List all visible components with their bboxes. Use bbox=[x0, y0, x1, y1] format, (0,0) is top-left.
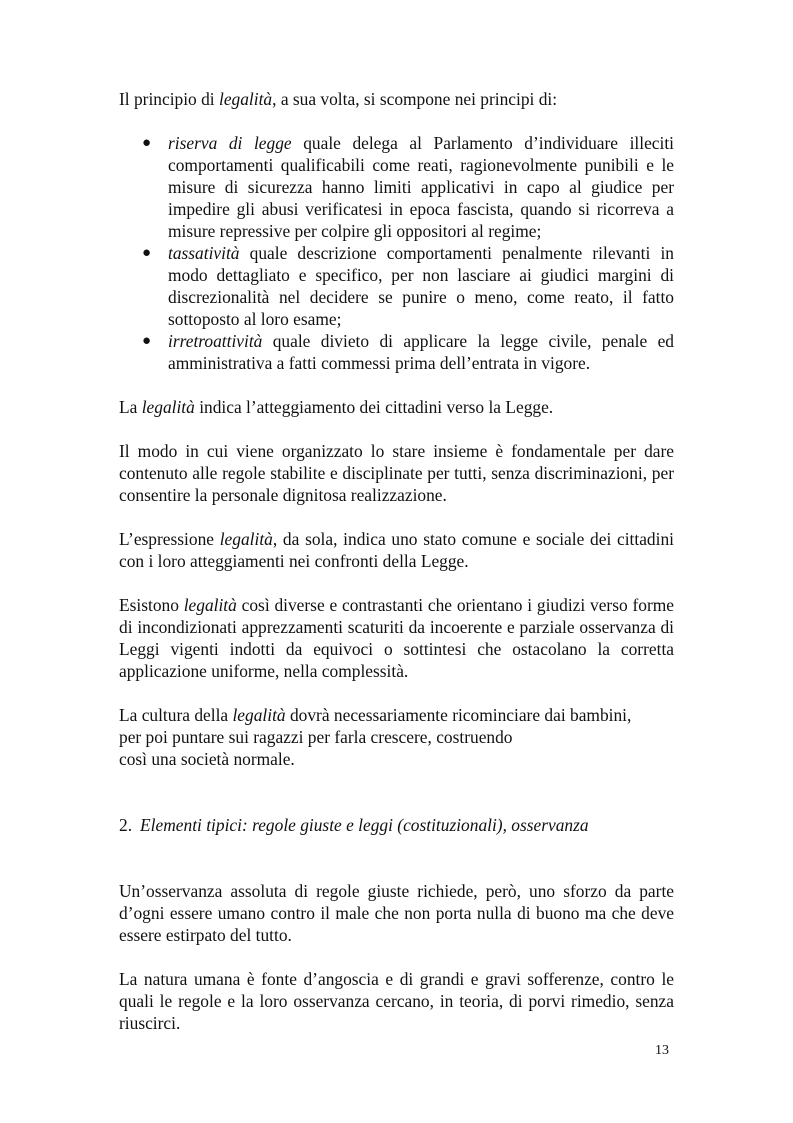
list-item: ● irretroattività quale divieto di applicare la legge civile, penale ed amministrativa a fatti commessi prima dell’entrata in vigore. bbox=[142, 331, 674, 373]
bullet-icon: ● bbox=[142, 135, 152, 151]
page-number: 13 bbox=[655, 1043, 669, 1058]
intro-paragraph: Il principio di legalità, a sua volta, si scompone nei principi di: bbox=[119, 89, 558, 109]
paragraph-legalita-atteggiamento: La legalità indica l’atteggiamento dei cittadini verso la Legge. bbox=[119, 397, 554, 417]
section-title: Elementi tipici: regole giuste e leggi (costituzionali), osservanza bbox=[140, 815, 589, 835]
bullet-icon: ● bbox=[142, 333, 152, 349]
principles-list bbox=[119, 132, 674, 374]
paragraph-stare-insieme: Il modo in cui viene organizzato lo stare insieme è fondamentale per dare contenuto alle regole stabilite e disciplinate per tutti, senza discriminazioni, per consentire la personale dignitosa realizzazione. bbox=[119, 441, 674, 505]
document-body bbox=[119, 88, 674, 1034]
paragraph-natura-umana: La natura umana è fonte d’angoscia e di grandi e gravi sofferenze, contro le quali le regole e la loro osservanza cercano, in teoria, di porvi rimedio, senza riuscirci. bbox=[119, 969, 674, 1033]
paragraph-espressione: L’espressione legalità, da sola, indica uno stato comune e sociale dei cittadini con i loro atteggiamenti nei confronti della Legge. bbox=[119, 529, 674, 571]
list-item: ● riserva di legge quale delega al Parlamento d’individuare illeciti comportamenti qualificabili come reati, ragionevolmente punibili e le misure di sicurezza hanno limiti applicativi in capo al giudice per impedire gli abusi verificatesi in epoca fascista, quando si ricorreva a misure repressive per colpire gli oppositori al regime; bbox=[142, 133, 674, 241]
section-number: 2. bbox=[119, 815, 133, 835]
paragraph-cultura: La cultura della legalità dovrà necessariamente ricominciare dai bambini, per poi puntare sui ragazzi per farla crescere, costruendo così una società normale. bbox=[119, 705, 632, 769]
paragraph-osservanza: Un’osservanza assoluta di regole giuste richiede, però, uno sforzo da parte d’ogni essere umano contro il male che non porta nulla di buono ma che deve essere estirpato del tutto. bbox=[119, 881, 674, 945]
list-item: ● tassatività quale descrizione comportamenti penalmente rilevanti in modo dettagliato e specifico, per non lasciare ai giudici margini di discrezionalità nel decidere se punire o meno, come reato, il fatto sottoposto al loro esame; bbox=[142, 243, 674, 329]
section-heading bbox=[119, 814, 674, 836]
paragraph-esistono: Esistono legalità così diverse e contrastanti che orientano i giudizi verso forme di incondizionati apprezzamenti scaturiti da incoerente e parziale osservanza di Leggi vigenti indotti da equivoci o sottintesi che ostacolano la corretta applicazione uniforme, nella complessità. bbox=[119, 595, 674, 681]
bullet-icon: ● bbox=[142, 245, 152, 261]
